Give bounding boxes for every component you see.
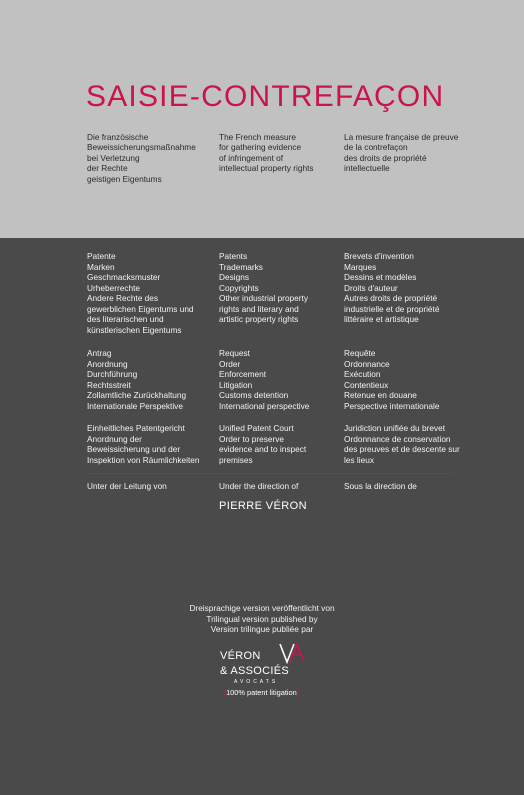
editor-name: PIERRE VÉRON (219, 500, 307, 512)
logo-subtitle: AVOCATS (234, 679, 279, 685)
book-title: SAISIE-CONTREFAÇON (86, 80, 445, 113)
published-by (162, 603, 362, 635)
top-band (0, 0, 524, 238)
direction-english: Under the direction of (219, 481, 299, 491)
logo-line-2: & ASSOCIÉS (220, 665, 290, 677)
intro-english: The French measure for gathering evidence of infringement of intellectual property rights (219, 132, 314, 174)
va-monogram-icon (278, 640, 308, 666)
published-german: Dreisprachige version veröffentlicht von (189, 603, 335, 613)
intro-german: Die französische Beweissicherungsmaßnahme bei Verletzung der Rechte geistigen Eigentums (87, 132, 196, 184)
published-french: Version trilingue publiée par (210, 624, 314, 634)
topics-upc-german: Einheitliches Patentgericht Anordnung der Beweissicherung und der Inspektion von Räumlichkeiten (87, 423, 200, 465)
topics-procedure-french: Requête Ordonnance Exécution Contentieux Retenue en douane Perspective internationale (344, 348, 440, 411)
tagline-text: 100% patent litigation (226, 688, 297, 697)
published-english: Trilingual version published by (206, 613, 318, 624)
logo-tagline: [100% patent litigation] (224, 688, 299, 697)
topics-procedure-english: Request Order Enforcement Litigation Customs detention International perspective (219, 348, 310, 411)
topics-procedure-german: Antrag Anordnung Durchführung Rechtsstreit Zollamtliche Zurückhaltung Internationale Perspektive (87, 348, 187, 411)
intro-french: La mesure française de preuve de la contrefaçon des droits de propriété intellectuelle (344, 132, 459, 174)
topics-upc-english: Unified Patent Court Order to preserve evidence and to inspect premises (219, 423, 307, 465)
direction-french: Sous la direction de (344, 481, 417, 491)
topics-rights-english: Patents Trademarks Designs Copyrights Other industrial property rights and literary and artistic property rights (219, 251, 309, 324)
topics-rights-french: Brevets d'invention Marques Dessins et modèles Droits d'auteur Autres droits de propriété industrielle et de propriété littéraire et artistique (344, 251, 440, 324)
topics-rights-german: Patente Marken Geschmacksmuster Urheberrechte Andere Rechte des gewerblichen Eigentums und des literarischen und künstlerischen Eigentums (87, 251, 194, 335)
topics-upc-french: Juridiction unifiée du brevet Ordonnance de conservation des preuves et de descente sur les lieux (344, 423, 460, 465)
logo-line-1: VÉRON (220, 650, 261, 662)
direction-german: Unter der Leitung von (87, 481, 167, 491)
divider-line (87, 473, 453, 474)
publisher-logo (220, 640, 310, 702)
